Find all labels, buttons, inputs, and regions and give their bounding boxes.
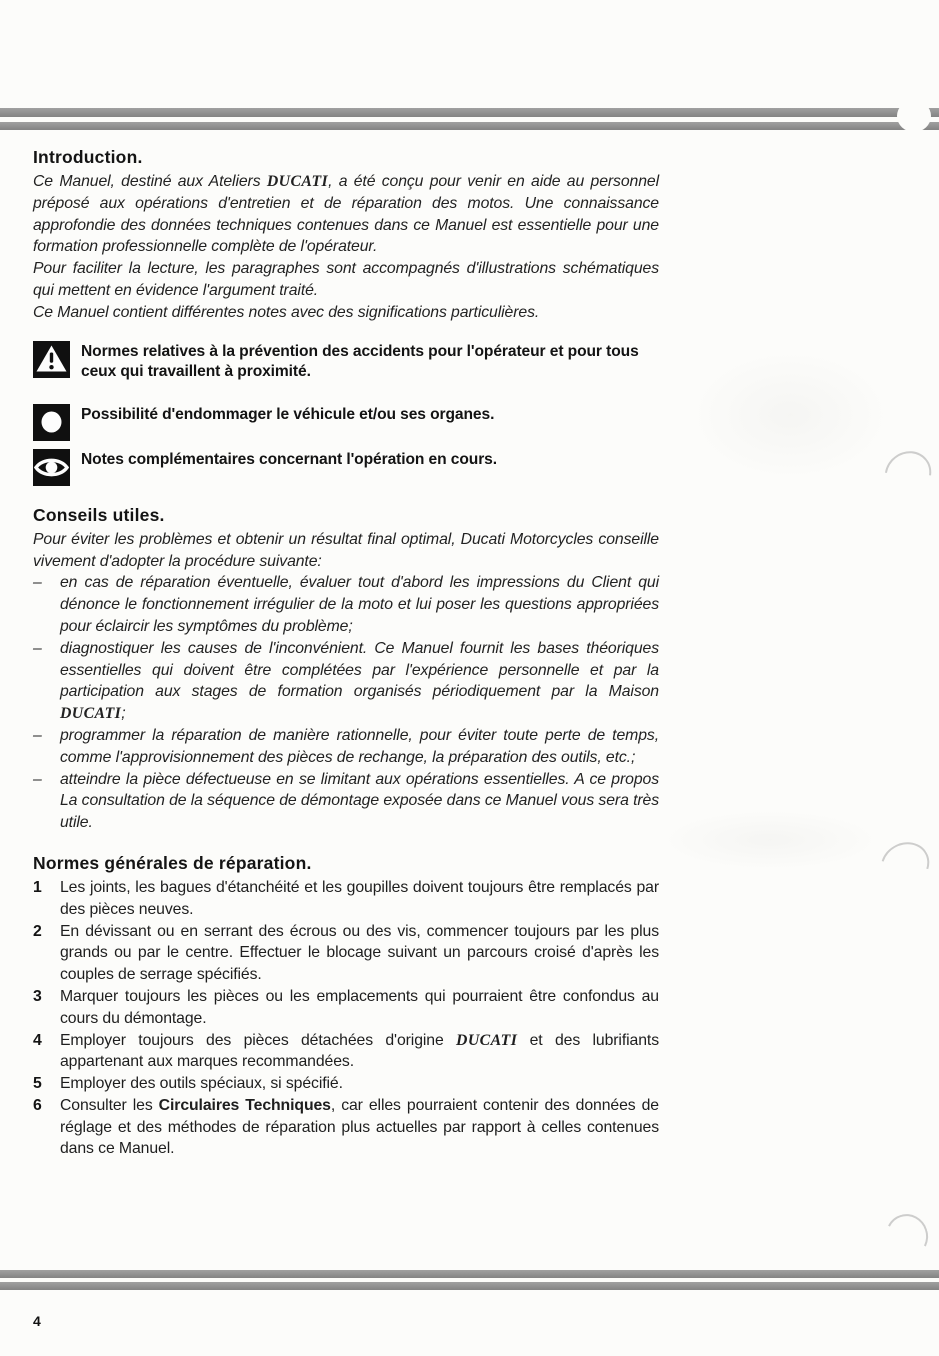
brand-name: DUCATI <box>456 1031 518 1049</box>
numbered-item <box>33 1030 659 1074</box>
scan-artifact-arc <box>876 442 939 506</box>
conseils-heading: Conseils utiles. <box>33 504 165 525</box>
paragraph <box>33 171 659 258</box>
conseils-intro <box>33 529 659 573</box>
paragraph <box>33 302 659 324</box>
note-label: Notes complémentaires concernant l'opération en cours. <box>81 450 497 468</box>
text-segment: Consulter les <box>60 1096 159 1114</box>
text-segment: Pour faciliter la lecture, les paragraphes sont accompagnés d'illustrations schématiques qui mettent en évidence l'argument traité. <box>33 260 659 299</box>
item-text <box>60 1073 659 1095</box>
item-text <box>60 986 659 1030</box>
paragraph <box>33 529 659 573</box>
bullet-item <box>33 572 659 637</box>
note-row <box>33 404 659 441</box>
text-segment: Pour éviter les problèmes et obtenir un résultat final optimal, Ducati Motorcycles conseille vivement d'adopter la procédure suivante: <box>33 530 659 570</box>
normes-numbered-list <box>33 877 659 1160</box>
bullet-text <box>60 572 659 637</box>
brand-name: DUCATI <box>60 705 122 723</box>
note-row <box>33 341 659 383</box>
text-segment: Marquer toujours les pièces ou les emplacements qui pourraient être confondus au cours du démontage. <box>60 987 659 1027</box>
text-segment: programmer la réparation de manière rationnelle, pour éviter toute perte de temps, comme l'approvisionnement des pièces de rechange, la préparation des outils, etc.; <box>60 726 659 766</box>
top-rule-lower <box>0 122 939 130</box>
text-segment: En dévissant ou en serrant des écrous ou des vis, commencer toujours par les plus grands ou par le centre. Effectuer le blocage suivant un parcours croisé d'après les couples de serrage spécifiés. <box>60 922 659 984</box>
text-segment: Ce Manuel contient différentes notes avec des significations particulières. <box>33 303 540 321</box>
scan-artifact-arc <box>872 833 937 896</box>
conseils-bullet-list <box>33 572 659 834</box>
numbered-item <box>33 1095 659 1160</box>
dash-marker: – <box>33 639 42 657</box>
eye-icon <box>33 449 70 486</box>
note-label: Normes relatives à la prévention des accidents pour l'opérateur et pour tous ceux qui travaillent à proximité. <box>81 342 639 381</box>
text-segment: atteindre la pièce défectueuse en se limitant aux opérations essentielles. A ce propos La consultation de la séquence de démontage exposée dans ce Manuel vous sera très utile. <box>60 770 659 832</box>
bullet-item <box>33 638 659 725</box>
bullet-item <box>33 725 659 769</box>
numbered-item <box>33 921 659 986</box>
numbered-item <box>33 986 659 1030</box>
scan-artifact-arc <box>880 1209 934 1264</box>
binder-punch-hole <box>897 100 931 132</box>
dash-marker: – <box>33 574 42 592</box>
bottom-rule-lower <box>0 1282 939 1290</box>
item-text <box>60 1095 659 1160</box>
dash-marker: – <box>33 726 42 744</box>
item-text <box>60 1030 659 1074</box>
note-row <box>33 449 659 486</box>
item-text <box>60 877 659 921</box>
item-text <box>60 921 659 986</box>
text-segment: Employer toujours des pièces détachées d'origine <box>60 1031 457 1049</box>
text-segment: Ce Manuel, destiné aux Ateliers <box>33 173 267 190</box>
note-label: Possibilité d'endommager le véhicule et/ou ses organes. <box>81 405 495 423</box>
bullet-text <box>60 638 659 725</box>
paragraph <box>33 258 659 302</box>
page-number: 4 <box>33 1313 41 1329</box>
note-legend <box>33 341 659 486</box>
bottom-rule-upper <box>0 1270 939 1278</box>
item-number: 1 <box>33 878 42 896</box>
bullet-text <box>60 725 659 769</box>
numbered-item <box>33 1073 659 1095</box>
numbered-item <box>33 877 659 921</box>
item-number: 3 <box>33 987 42 1005</box>
bullet-item <box>33 769 659 834</box>
top-rule-upper <box>0 108 939 117</box>
scan-smudge <box>660 810 880 870</box>
item-number: 5 <box>33 1075 42 1093</box>
dash-marker: – <box>33 770 42 788</box>
emphasis-text: Circulaires Techniques <box>158 1096 331 1114</box>
text-segment: , car elles pourraient contenir des données de réglage et des méthodes de réparation plus actuelles par rapport à celles contenues dans ce Manuel. <box>60 1096 659 1158</box>
bullet-text <box>60 769 659 834</box>
scan-smudge <box>690 350 890 480</box>
damage-circle-icon <box>33 404 70 441</box>
item-number: 4 <box>33 1031 42 1049</box>
text-segment: , a été conçu pour venir en aide au personnel préposé aux opérations d'entretien et de réparation des motos. Une connaissance approfondie des données techniques contenues dans ce Manuel est essentielle pour une formation professionnelle complète de l'opérateur. <box>33 173 659 256</box>
introduction-paragraphs <box>33 171 659 324</box>
text-segment: en cas de réparation éventuelle, évaluer tout d'abord les impressions du Client qui dénonce le fonctionnement irrégulier de la moto et lui poser les questions appropriées pour éclaircir les symptômes du problème; <box>60 574 659 635</box>
brand-name: DUCATI <box>266 173 329 190</box>
text-segment: Les joints, les bagues d'étanchéité et les goupilles doivent toujours être remplacés par des pièces neuves. <box>60 878 659 918</box>
item-number: 2 <box>33 922 42 940</box>
text-segment: Employer des outils spéciaux, si spécifié. <box>60 1075 343 1093</box>
text-segment: et des lubrifiants appartenant aux marques recommandées. <box>60 1031 659 1071</box>
item-number: 6 <box>33 1096 42 1114</box>
normes-heading: Normes générales de réparation. <box>33 852 312 873</box>
introduction-heading: Introduction. <box>33 147 143 167</box>
warning-triangle-icon <box>33 341 70 378</box>
page-content <box>33 147 659 1160</box>
text-segment: diagnostiquer les causes de l'inconvénient. Ce Manuel fournit les bases théoriques essentielles qui doivent être complétées par l'expérience personnelle et par la participation aux stages de formation organisés périodiquement par la Maison <box>60 639 659 701</box>
text-segment: ; <box>121 705 126 723</box>
